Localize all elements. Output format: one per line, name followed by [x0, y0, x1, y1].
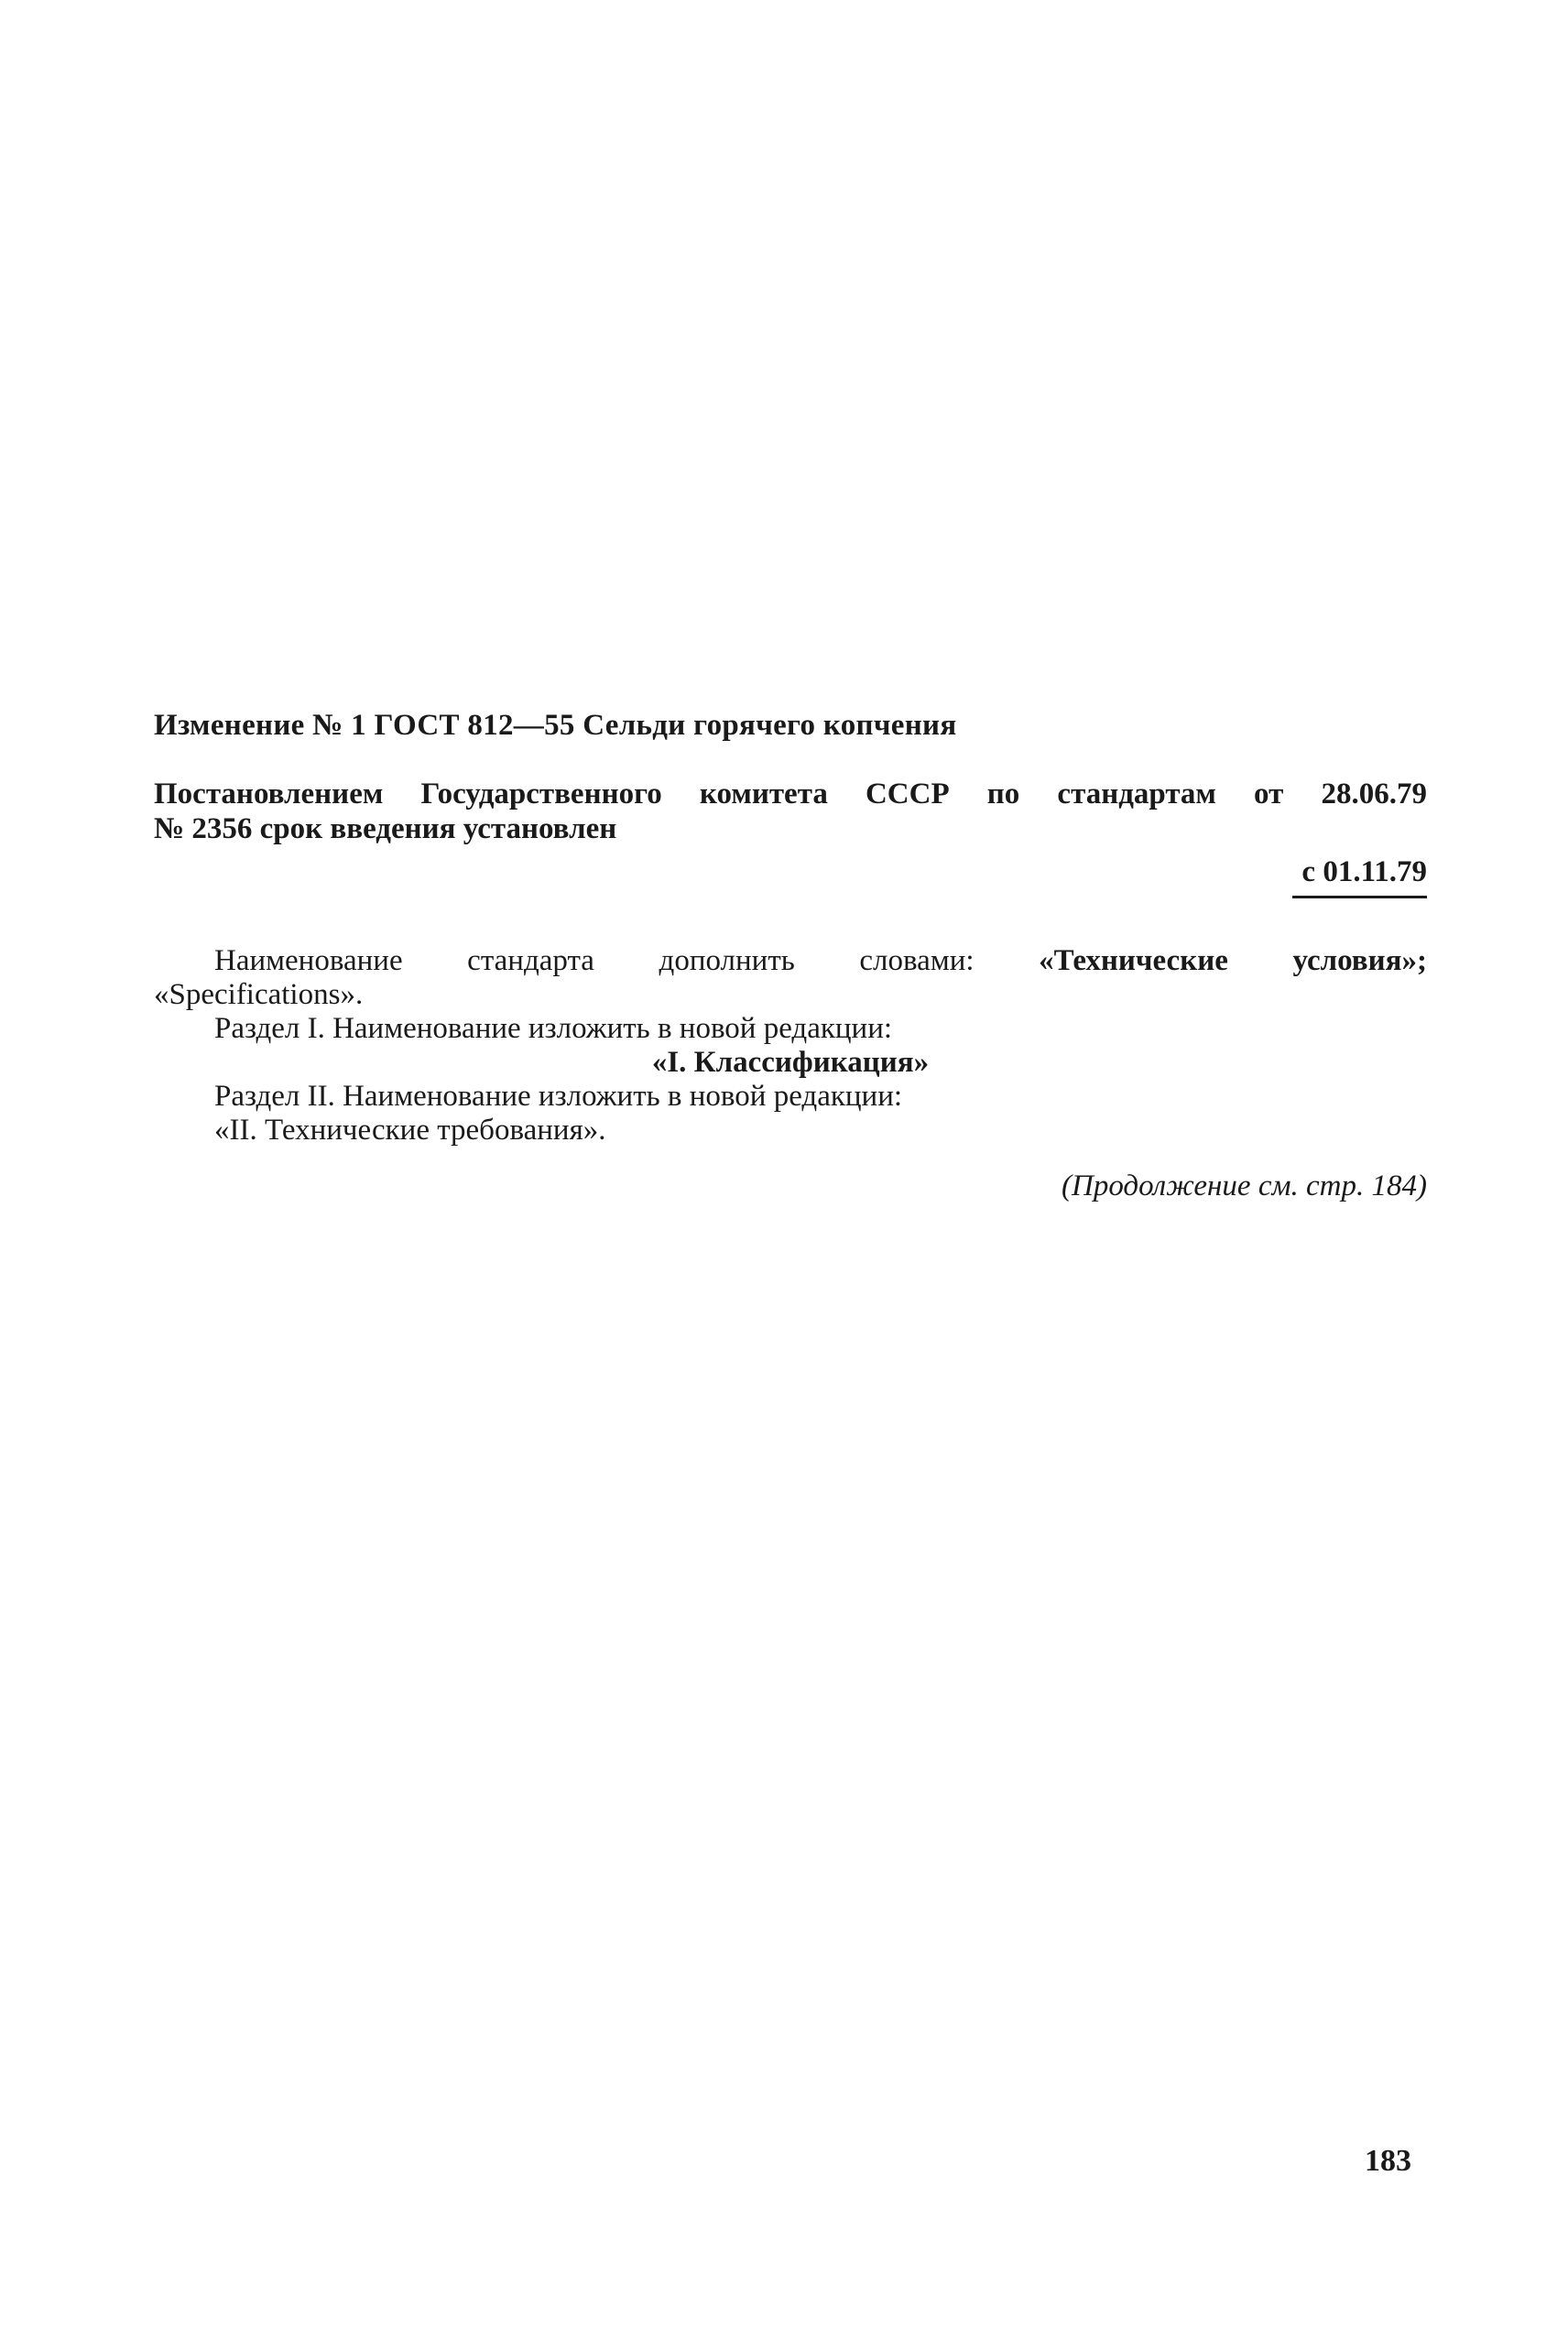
paragraph-section-2: Раздел II. Наименование изложить в новой редакции:	[214, 1080, 903, 1113]
decree-text	[154, 777, 1427, 846]
effective-date: с 01.11.79	[1292, 854, 1427, 898]
document-content	[154, 705, 1427, 1204]
continuation-note: (Продолжение см. стр. 184)	[1062, 1169, 1427, 1202]
paragraph-name-addition-line-1	[154, 944, 1427, 978]
paragraph-name-addition-line-2: «Specifications».	[154, 978, 364, 1011]
paragraph-name-addition-text: Наименование стандарта дополнить словами:	[214, 944, 1040, 977]
paragraph-name-addition	[154, 944, 1427, 978]
page-number: 183	[1365, 2144, 1411, 2178]
effective-date-row	[154, 854, 1427, 898]
section-2-heading: «II. Технические требования».	[214, 1114, 606, 1147]
amendment-body	[154, 944, 1427, 1148]
section-1-heading: «I. Классификация»	[651, 1046, 930, 1079]
paragraph-name-addition-quote: «Технические условия»;	[1039, 944, 1427, 977]
paragraph-section-1: Раздел I. Наименование изложить в новой редакции:	[214, 1012, 893, 1045]
decree-line-1: Постановлением Государственного комитета СССР по стандартам от 28.06.79	[154, 778, 1427, 810]
amendment-title: Изменение № 1 ГОСТ 812—55 Сельди горячего копчения	[154, 709, 957, 742]
decree-line-2: № 2356 срок введения установлен	[154, 812, 617, 845]
